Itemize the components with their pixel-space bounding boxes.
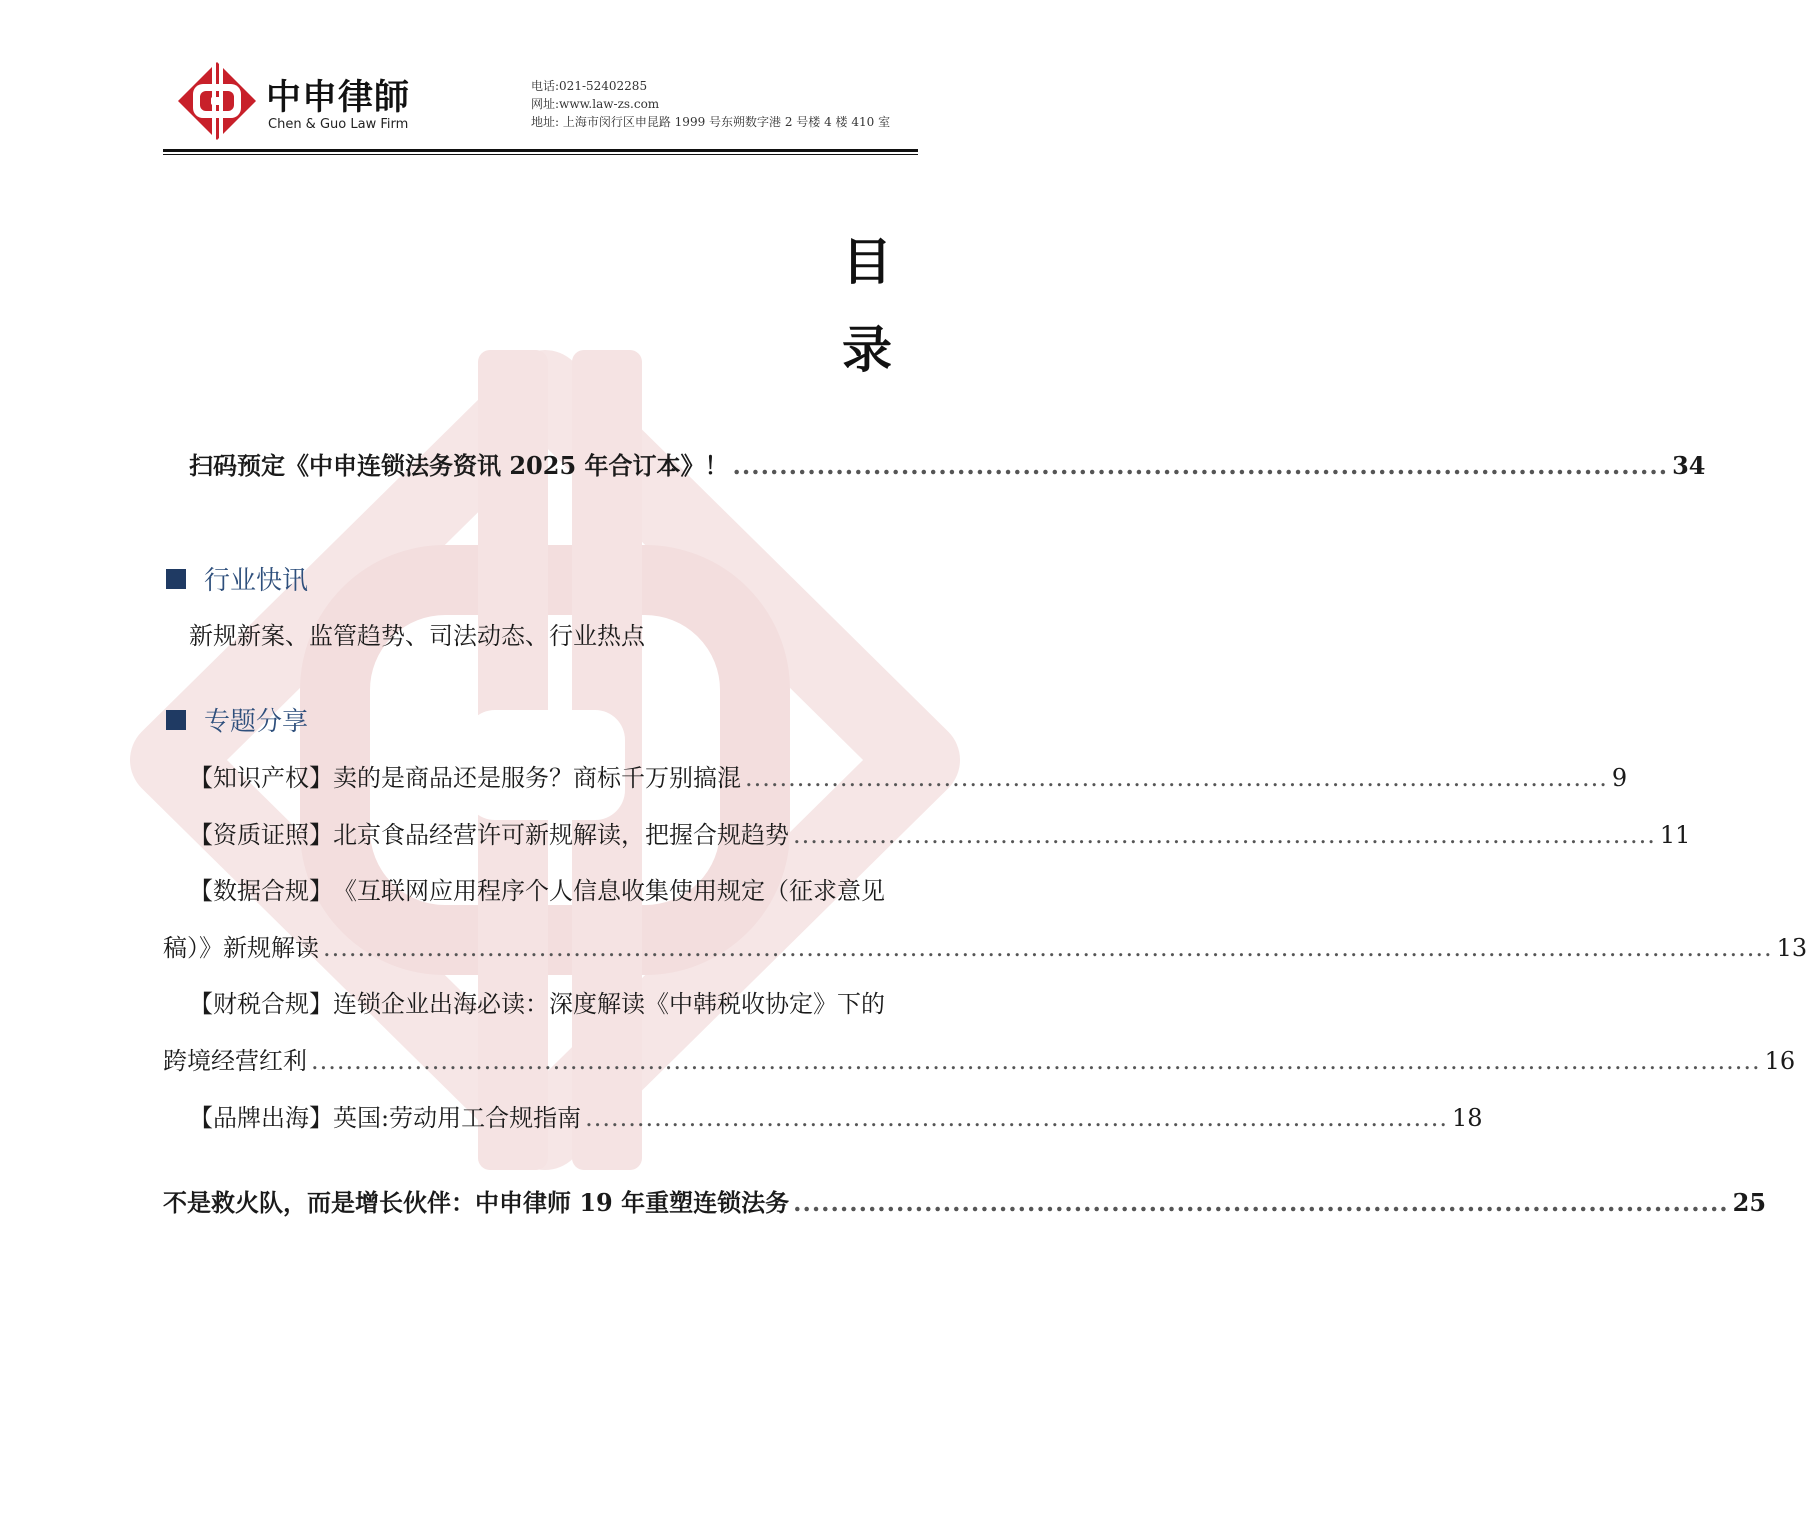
toc-page-number: 34 [1672,451,1706,480]
firm-name-chinese: 中申律師 [266,77,411,118]
toc-entry-title: 扫码预定《中申连锁法务资讯 2025 年合订本》！ [189,451,729,480]
title-char-2: 录 [842,320,892,379]
toc-page-number: 9 [1611,764,1628,792]
dot-leader: .................................................................................................... [745,764,1608,792]
dot-leader: .................................................................................................... [793,1188,1729,1217]
dot-leader: ........................................................................................................................................................................ [311,1047,1761,1075]
toc-entry[interactable] [189,815,1691,850]
toc-entry-title-continued: 稿）》新规解读 [163,934,319,962]
toc-entry-title-continued: 跨境经营红利 [163,1047,307,1075]
phone-text: 电话:021-52402285 [531,79,648,93]
firm-name-english: Chen & Guo Law Firm [268,117,409,132]
toc-entry-title: 北京食品经营许可新规解读，把握合规趋势 [333,821,789,849]
toc-page-number: 18 [1451,1104,1483,1132]
section-heading-industry-news [166,560,308,597]
toc-page-number: 11 [1659,821,1691,849]
toc-entry-tag: 【资质证照】 [189,821,333,849]
toc-entry[interactable] [189,871,917,906]
toc-entry-title: 连锁企业出海必读：深度解读《中韩税收协定》下的 [333,990,885,1018]
toc-entry-title: 《互联网应用程序个人信息收集使用规定（征求意见 [333,877,885,905]
header-divider-thin [163,154,918,155]
toc-entry-continued[interactable] [163,1041,1796,1076]
section-subtitle: 新规新案、监管趋势、司法动态、行业热点 [189,622,645,650]
toc-entry-tag: 【品牌出海】 [189,1104,333,1132]
toc-entry-title: 卖的是商品还是服务？商标千万别搞混 [333,764,741,792]
square-bullet-icon [166,710,186,730]
page-title [840,218,894,394]
toc-entry-title: 英国:劳动用工合规指南 [333,1104,582,1132]
toc-entry-title: 不是救火队，而是增长伙伴：中申律师 19 年重塑连锁法务 [163,1188,790,1217]
toc-entry-continued[interactable] [163,928,1807,963]
toc-entry-tag: 【数据合规】 [189,877,333,905]
toc-entry[interactable] [189,984,917,1019]
section-heading-text: 专题分享 [204,707,309,737]
toc-page-number: 16 [1764,1047,1796,1075]
dot-leader: .................................................................................................... [585,1104,1448,1132]
dot-leader: .................................................................................................... [732,451,1669,480]
title-char-1: 目 [842,232,892,291]
law-firm-logo-icon [176,60,258,142]
toc-entry-bottom[interactable] [163,1183,1767,1218]
toc-entry-tag: 【知识产权】 [189,764,333,792]
toc-entry[interactable] [189,758,1628,793]
dot-leader: ........................................................................................................................................................................ [323,934,1773,962]
website-text: 网址:www.law-zs.com [531,97,660,111]
toc-entry-tag: 【财税合规】 [189,990,333,1018]
toc-entry-top[interactable] [189,446,1706,481]
toc-entry[interactable] [189,1098,1483,1133]
toc-page-number: 25 [1732,1188,1767,1217]
header-divider-thick [163,149,918,152]
toc-page-number: 13 [1776,934,1807,962]
dot-leader: .................................................................................................... [793,821,1656,849]
section-heading-text: 行业快讯 [204,566,309,596]
address-text: 地址: 上海市闵行区申昆路 1999 号东朔数字港 2 号楼 4 楼 410 室 [531,115,891,129]
section-heading-topic-sharing [166,701,308,738]
square-bullet-icon [166,569,186,589]
contact-info [531,77,890,131]
